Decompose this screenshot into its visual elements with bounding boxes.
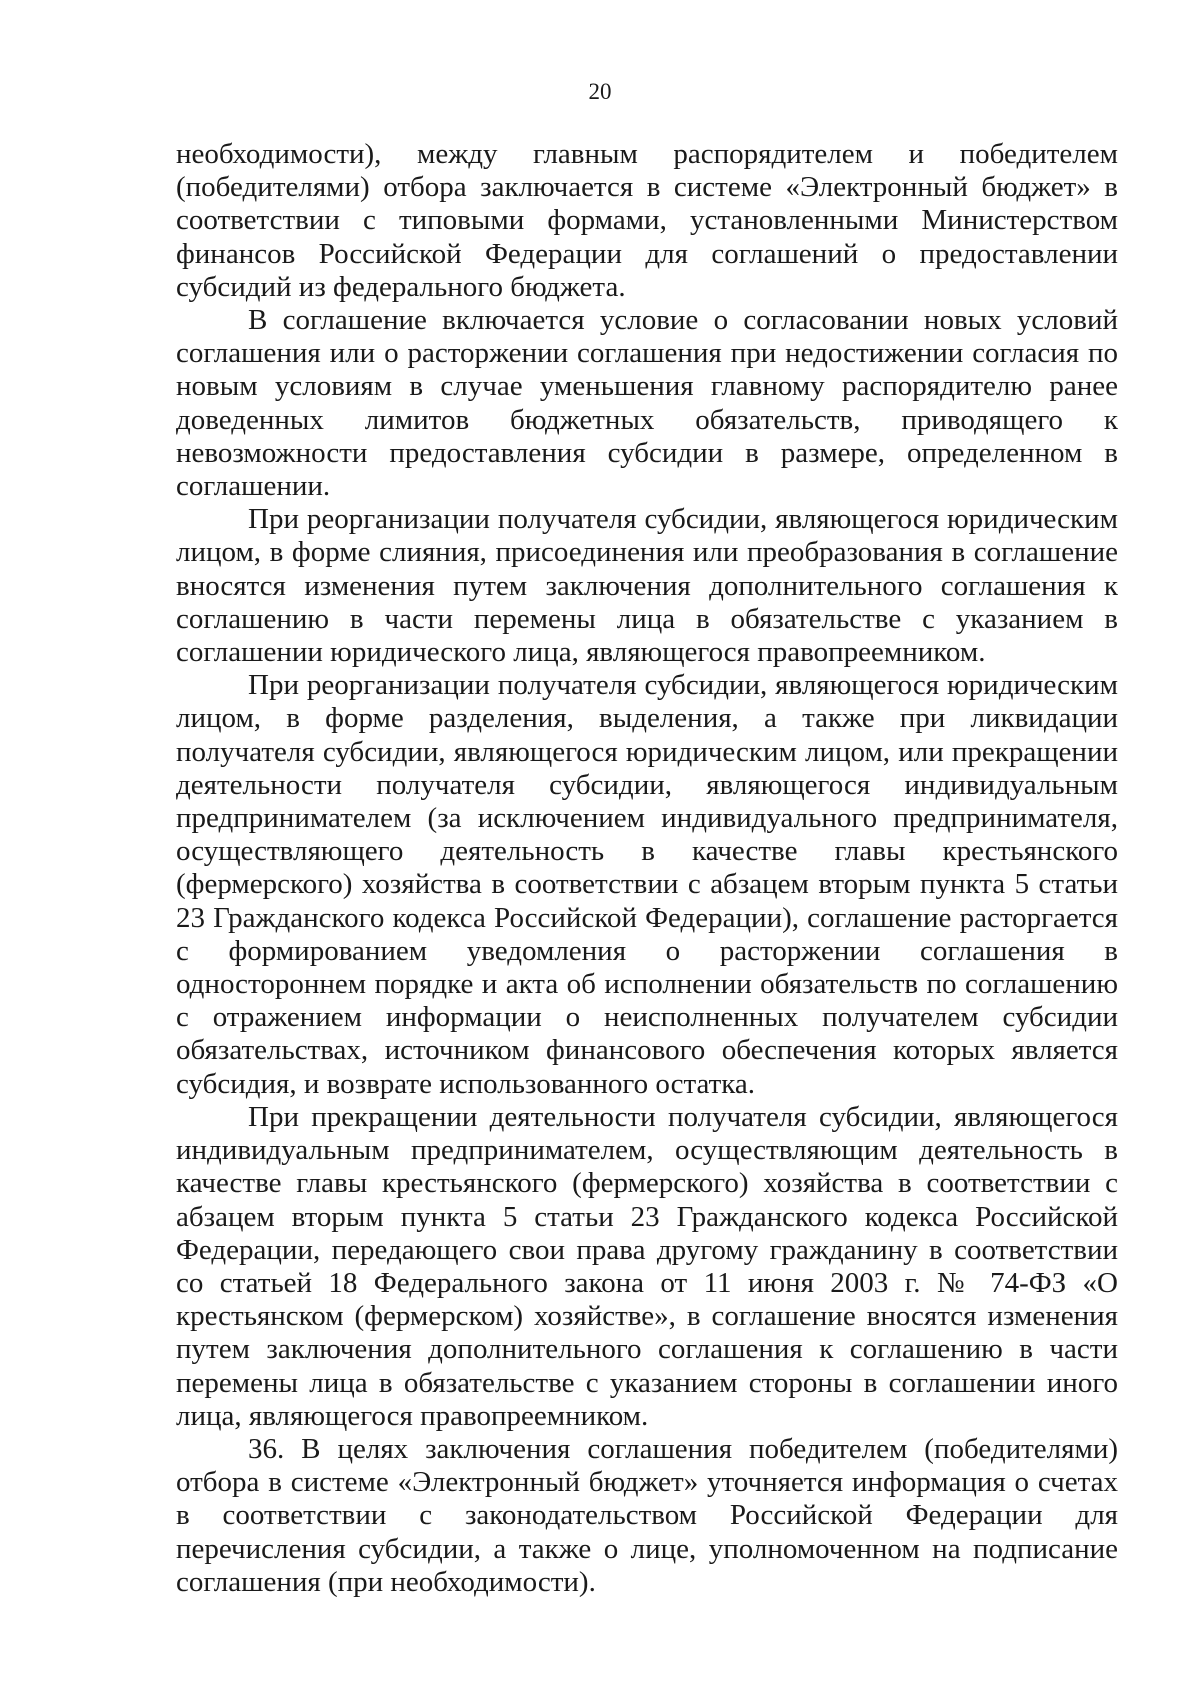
paragraph-continuation: необходимости), между главным распорядителем и победителем (победителями) отбора заключается в системе «Электронный бюджет» в соответствии с типовыми формами, установленными Министерством финансов Российской Федерации для соглашений о предоставлении субсидий из федерального бюджета.	[176, 138, 1118, 303]
paragraph-agreement-conditions: В соглашение включается условие о согласовании новых условий соглашения или о расторжении соглашения при недостижении согласия по новым условиям в случае уменьшения главному распорядителю ранее доведенных лимитов бюджетных обязательств, приводящего к невозможности предоставления субсидии в размере, определенном в соглашении.	[176, 304, 1118, 503]
paragraph-farm-head-termination: При прекращении деятельности получателя субсидии, являющегося индивидуальным предпринимателем, осуществляющим деятельность в качестве главы крестьянского (фермерского) хозяйства в соответствии с абзацем вторым пункта 5 статьи 23 Гражданского кодекса Российской Федерации, передающего свои права другому гражданину в соответствии со статьей 18 Федерального закона от 11 июня 2003 г. № 74-ФЗ «О крестьянском (фермерском) хозяйстве», в соглашение вносятся изменения путем заключения дополнительного соглашения к соглашению в части перемены лица в обязательстве с указанием стороны в соглашении иного лица, являющегося правопреемником.	[176, 1100, 1118, 1432]
paragraph-reorganization-merger: При реорганизации получателя субсидии, являющегося юридическим лицом, в форме слияния, присоединения или преобразования в соглашение вносятся изменения путем заключения дополнительного соглашения к соглашению в части перемены лица в обязательстве с указанием в соглашении юридического лица, являющегося правопреемником.	[176, 503, 1118, 669]
paragraph-reorganization-division: При реорганизации получателя субсидии, являющегося юридическим лицом, в форме разделения, выделения, а также при ликвидации получателя субсидии, являющегося юридическим лицом, или прекращении деятельности получателя субсидии, являющегося индивидуальным предпринимателем (за исключением индивидуального предпринимателя, осуществляющего деятельность в качестве главы крестьянского (фермерского) хозяйства в соответствии с абзацем вторым пункта 5 статьи 23 Гражданского кодекса Российской Федерации), соглашение расторгается с формированием уведомления о расторжении соглашения в одностороннем порядке и акта об исполнении обязательств по соглашению с отражением информации о неисполненных получателем субсидии обязательствах, источником финансового обеспечения которых является субсидия, и возврате использованного остатка.	[176, 669, 1118, 1100]
page-number: 20	[588, 79, 612, 104]
paragraph-clause-36: 36. В целях заключения соглашения победителем (победителями) отбора в системе «Электронный бюджет» уточняется информация о счетах в соответствии с законодательством Российской Федерации для перечисления субсидии, а также о лице, уполномоченном на подписание соглашения (при необходимости).	[176, 1432, 1118, 1598]
document-body	[176, 138, 1118, 1599]
